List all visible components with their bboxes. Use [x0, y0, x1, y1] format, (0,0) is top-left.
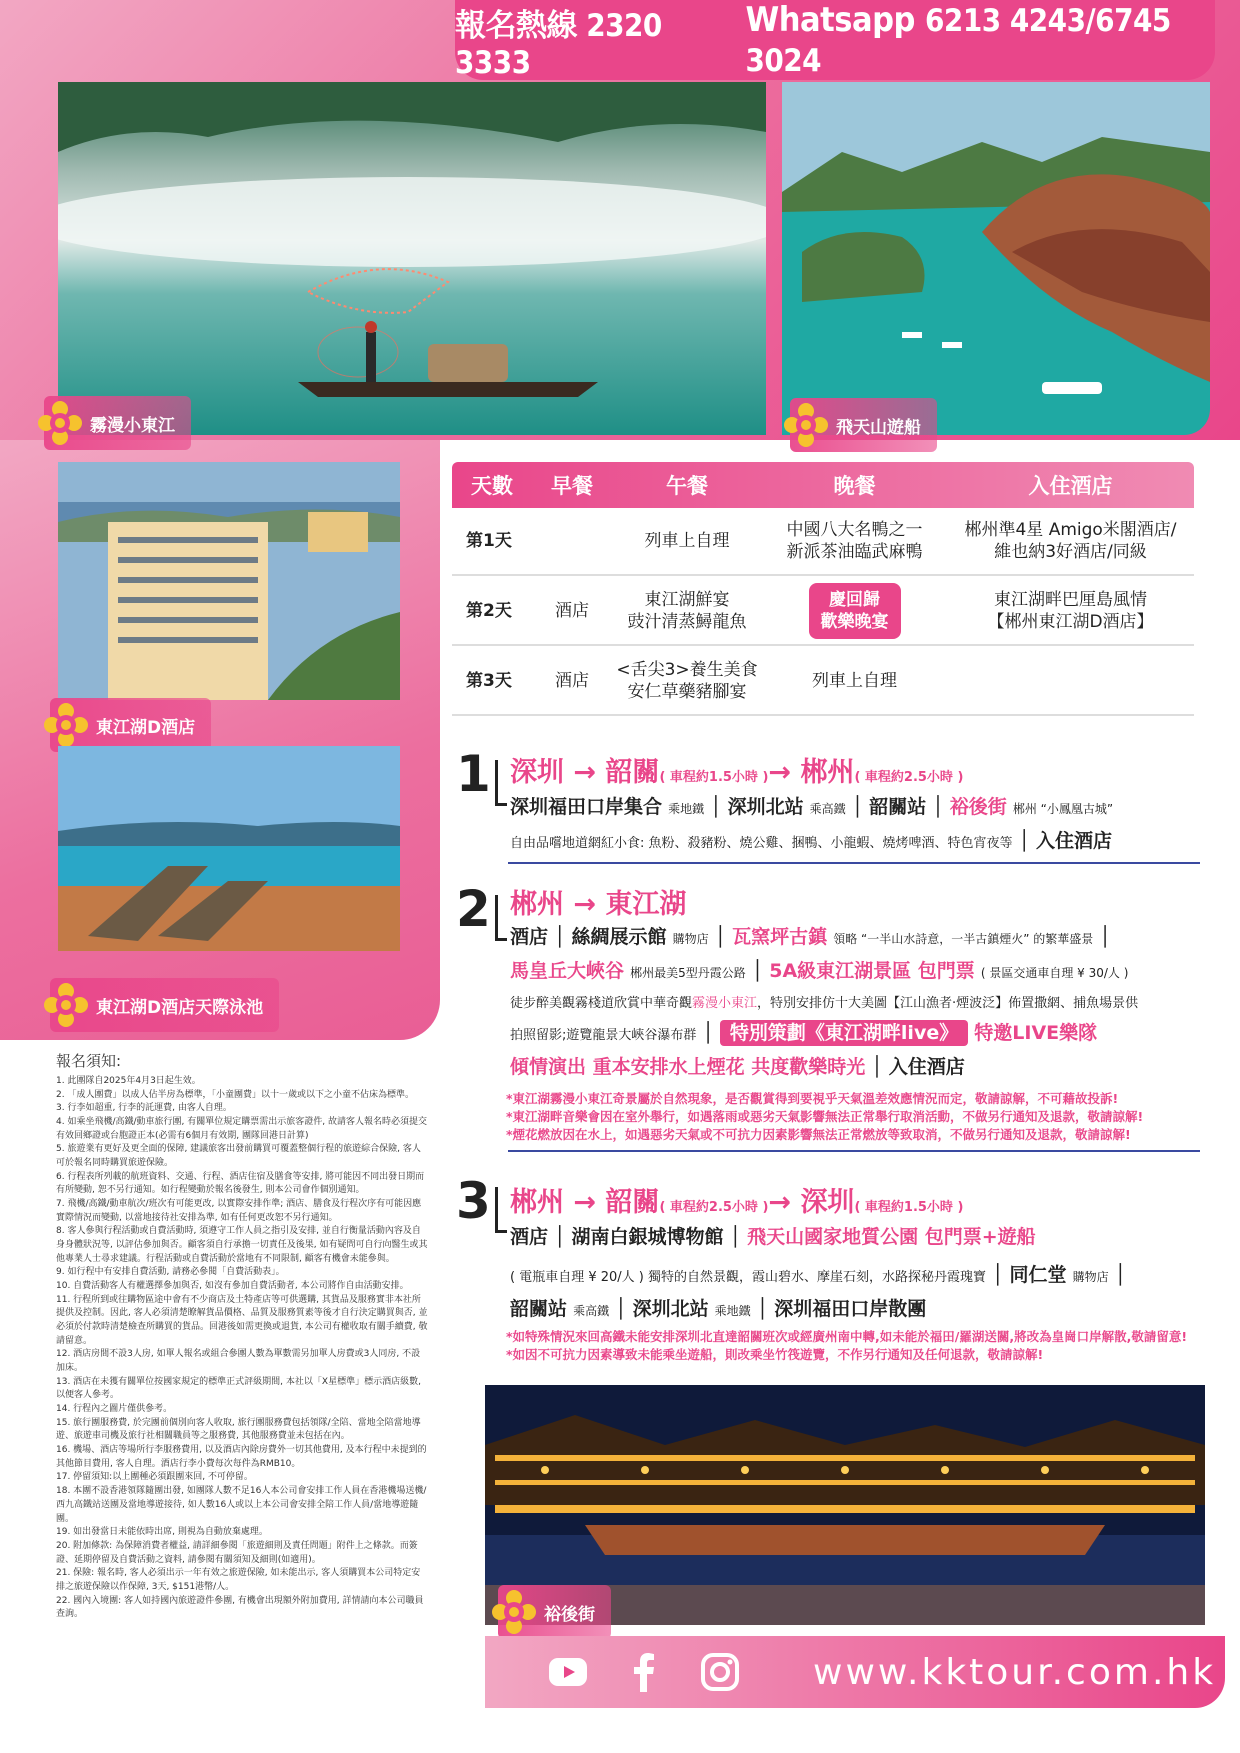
note-item: 4. 如乘坐飛機/高鐵/動車旅行團, 有關單位規定購票需出示旅客證件, 故請客人報名時必須提交有效回鄉證或台胞證正本(必需有6個月有效期, 團隊回港日計算): [56, 1117, 427, 1141]
note-item: 21. 保險: 報名時, 客人必須出示一年有效之旅遊保險, 如未能出示, 客人須購買本公司特定安排之旅遊保險以作保障, 3天, $151港幣/人。: [56, 1568, 421, 1592]
note-item: 20. 附加條款: 為保障消費者權益, 請詳細參閱「旅遊細則及責任問題」附件上之條款。而簽證、延期停留及自費活動之資料, 請參閱有關須知及細則(如適用)。: [56, 1540, 418, 1565]
meal-table-row: 第1天 列車上自理 中國八大名鴨之一 新派茶油臨武麻鴨 郴州準4星 Amigo米閣酒店/ 維也納3好酒店/同級: [452, 508, 1194, 576]
day3-route: 郴州 → 韶關( 車程約2.5小時 )→ 深圳( 車程約1.5小時 ): [510, 1187, 964, 1218]
hotline-banner: [455, 0, 1215, 80]
youtube-icon[interactable]: [545, 1649, 591, 1695]
meal-table-header: 天數 早餐 午餐 晚餐 入住酒店: [452, 462, 1194, 508]
flower-icon: [490, 1588, 538, 1636]
day2-line5: 傾情演出 重本安排水上煙花 共度歡樂時光 │ 入住酒店: [510, 1056, 965, 1078]
photo-label-pool: 東江湖D酒店天際泳池: [50, 978, 279, 1032]
photo-dongjiang-hotel: [58, 462, 400, 700]
note-item: 1. 此團隊自2025年4月3日起生效。: [56, 1076, 201, 1086]
day1-route: 深圳 → 韶關( 車程約1.5小時 )→ 郴州( 車程約2.5小時 ): [510, 757, 964, 788]
website-link[interactable]: www.kktour.com.hk: [813, 1651, 1217, 1693]
note-item: 14. 行程內之圖片僅供參考。: [56, 1404, 173, 1415]
flower-icon: [782, 401, 830, 449]
note-item: 19. 如出發當日未能依時出席, 則視為自動放棄處理。: [56, 1527, 268, 1538]
photo-label-feitian: 飛天山遊船: [790, 398, 937, 452]
note-item: 13. 酒店在未獲有關單位按國家規定的標準正式評級期間, 本社以「X星標準」標示酒店級數, 以便客人參考。: [56, 1376, 421, 1401]
note-item: 10. 自費活動客人有權選擇參加與否, 如沒有參加自費活動者, 本公司將作自由活動安排。: [56, 1281, 409, 1292]
day2-line3: 徒步醉美觀霧棧道欣賞中華奇觀霧漫小東江，特別安排仿十大美圖【江山漁者‧煙波泛】佈置撒網、捕魚場景供: [510, 996, 1139, 1011]
note-item: 2. 「成人團費」以成人佔半房為標準，「小童團費」以十一歲或以下之小童不佔床為標準。: [56, 1089, 414, 1100]
photo-label-hotel: 東江湖D酒店: [50, 698, 211, 752]
photo-hotel-pool: [58, 746, 400, 951]
note-item: 15. 旅行團服務費, 於完團前個別向客人收取, 旅行團服務費包括領隊/全陪、當地全陪當地導遊、旅遊車司機及旅行社相關職員等之服務費, 其他服務費並未包括在內。: [56, 1417, 421, 1442]
day2-line2: 馬皇丘大峽谷 郴州最美5型丹霞公路 │ 5A級東江湖景區 包門票 ( 景區交通車自理 ¥ 30/人 ): [510, 960, 1129, 982]
day2-line1: 酒店 │ 絲綢展示館 購物店 │ 瓦窯坪古鎮 領略 “一半山水詩意，一半古鎮煙火” 的繁華盛景 │: [510, 926, 1111, 948]
note-item: 12. 酒店房間不設3人房, 如單人報名或組合參團人數為單數需另加單人房費或3人同房, 不設加床。: [56, 1349, 421, 1374]
day1-line2: 自由品嚐地道網紅小食: 魚粉、殺豬粉、燒公雞、捆鴨、小龍蝦、燒烤啤酒、特色宵夜等 │ 入住酒店: [510, 830, 1113, 852]
meal-table-row: 第2天 酒店 東江湖鮮宴 豉汁清蒸鱘龍魚 慶回歸 歡樂晚宴 東江湖畔巴厘島風情 【郴州東江湖D酒店】: [452, 578, 1194, 646]
day-number: 2: [456, 880, 491, 938]
note-item: 5. 旅遊業有更好及更全面的保障, 建議旅客出發前購買可覆蓋整個行程的旅遊綜合保險, 客人可於報名同時購買旅遊保險。: [56, 1144, 421, 1169]
day-number: 1: [456, 745, 491, 803]
registration-notes: [56, 1075, 428, 1622]
day1-line1: 深圳福田口岸集合 乘地鐵 │ 深圳北站 乘高鐵 │ 韶關站 │ 裕後街 郴州 “小鳳凰古城”: [510, 796, 1114, 818]
photo-feitian-mountain: [782, 82, 1210, 435]
note-item: 3. 行李如超重, 行李的託運費, 由客人自理。: [56, 1103, 232, 1114]
note-item: 9. 如行程中有安排自費活動, 請務必參閱「自費活動表」。: [56, 1267, 285, 1278]
note-item: 8. 客人參與行程活動或自費活動時, 須遵守工作人員之指引及安排, 並自行衡量活動內容及自身身體狀況等, 以評估參加與否。顧客須自行承擔一切責任及後果, 如有疑問可自行向醫生或其他專業人士尋求建議。行程活動或自費活動於當地有不同限制, 顧客有機會未能參與。: [56, 1226, 428, 1264]
special-live-badge: 特別策劃《東江湖畔live》: [720, 1020, 968, 1046]
photo-misty-river: [58, 82, 766, 435]
day3-line2: ( 電瓶車自理 ¥ 20/人 ) 獨特的自然景觀，霞山碧水、摩崖石刻，水路探秘丹霞瑰寶 │ 同仁堂 購物店 │: [510, 1264, 1127, 1286]
note-item: 7. 飛機/高鐵/動車航次/班次有可能更改, 以實際安排作準; 酒店、膳食及行程次序有可能因應實際情況而變動, 以當地接待社安排為準, 如有任何更改恕不另行通知。: [56, 1199, 422, 1223]
day2-route: 郴州 → 東江湖: [510, 889, 687, 920]
whatsapp-text: Whatsapp 6213 4243/6745 3024: [745, 0, 1171, 79]
meal-table-row: 第3天 酒店 <舌尖3>養生美食 安仁草藥豬腳宴 列車上自理: [452, 648, 1194, 716]
footer-bar: [485, 1636, 1225, 1708]
note-item: 18. 本團不設香港領隊隨團出發, 如團隊人數不足16人本公司會安排工作人員在香港機場送機/西九高鐵站送團及當地導遊接待, 如人數16人或以上本公司會安排全陪工作人員/當地導遊隨團。: [56, 1486, 427, 1524]
flower-icon: [42, 981, 90, 1029]
facebook-icon[interactable]: [621, 1649, 667, 1695]
day2-notices: *東江湖霧漫小東江奇景屬於自然現象，是否觀賞得到要視乎天氣溫差效應情況而定，敬請諒解，不可藉故投訴! *東江湖畔音樂會因在室外舉行，如遇落雨或惡劣天氣影響無法正常舉行取消活動，不做另行通知及退款，敬請諒解! *煙花燃放因在水上，如遇惡劣天氣或不可抗力因素影響無法正常燃放等致取消，不做另行通知及退款，敬請諒解!: [506, 1091, 1144, 1143]
day3-line1: 酒店 │ 湖南白銀城博物館 │ 飛天山國家地質公園 包門票+遊船: [510, 1226, 1036, 1248]
note-item: 11. 行程所到或往購物區途中會有不少商店及土特產店等可供選購, 其貨品及服務實非本社所提供及控制。因此, 客人必須清楚瞭解貨品價格、品質及服務質素等後才自行決定購買與否, 並必須於付款時清楚檢查所購買的貨品。回港後如需更換或退貨, 本公司有權收取有關手續費, 敬請留意。: [56, 1294, 428, 1346]
photo-label-yuhou: 裕後街: [498, 1585, 611, 1639]
day3-notices: *如特殊情況來回高鐵未能安排深圳北直達韶關班次或經廣州南中轉,如未能於福田/羅湖送關,將改為皇崗口岸解散,敬請留意! *如因不可抗力因素導致未能乘坐遊船，則改乘坐竹筏遊覽，不作另行通知及任何退款，敬請諒解!: [506, 1329, 1188, 1363]
day-number: 3: [456, 1172, 491, 1230]
note-item: 16. 機場、酒店等場所行李服務費用, 以及酒店內除房費外一切其他費用, 及本行程中未提到的其他節目費用, 客人自理。酒店行李小費每次每件為RMB10。: [56, 1445, 427, 1469]
note-item: 6. 行程表所列載的航班資料、交通、行程、酒店住宿及膳食等安排, 將可能因不同出發日期而有所變動, 恕不另行通知。如行程變動於報名後發生, 則本公司會作個別通知。: [56, 1171, 425, 1196]
celebration-dinner-badge: 慶回歸 歡樂晚宴: [809, 583, 901, 639]
day3-line3: 韶關站 乘高鐵 │ 深圳北站 乘地鐵 │ 深圳福田口岸散團: [510, 1298, 927, 1320]
hotline-text: 報名熱線 2320 3333: [455, 7, 662, 81]
note-item: 17. 停留須知:以上團種必須跟團來回, 不可停留。: [56, 1472, 253, 1483]
photo-label-misty-river: 霧漫小東江: [44, 396, 191, 450]
notes-title: 報名須知:: [56, 1052, 122, 1070]
flower-icon: [42, 701, 90, 749]
day2-line4: 拍照留影;遊覽龍景大峽谷瀑布群 │ 特別策劃《東江湖畔live》 特邀LIVE樂隊: [510, 1022, 1098, 1044]
flower-icon: [36, 399, 84, 447]
instagram-icon[interactable]: [697, 1649, 743, 1695]
note-item: 22. 國內入境團: 客人如持國內旅遊證件參團, 有機會出現額外附加費用, 詳情請向本公司職員查詢。: [56, 1595, 424, 1620]
